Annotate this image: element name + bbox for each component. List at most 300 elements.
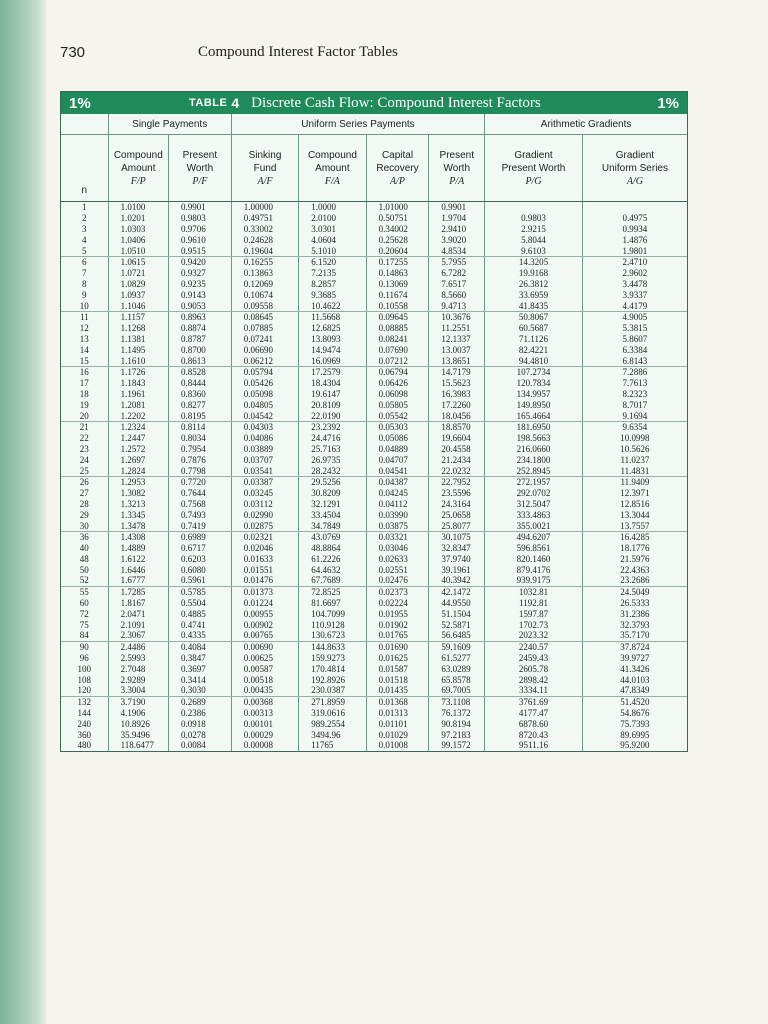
factor-cell: 19.6604 xyxy=(429,433,485,444)
factor-cell: 72.8525 xyxy=(299,586,366,597)
period-cell: 120 xyxy=(61,685,108,696)
column-header-symbol: F/A xyxy=(324,175,340,187)
factor-cell: 48.8864 xyxy=(299,543,366,554)
factor-cell: 0.01518 xyxy=(366,674,429,685)
factor-cell: 0.12069 xyxy=(231,279,298,290)
factor-cell: 2.9602 xyxy=(582,268,687,279)
factor-cell: 37.8724 xyxy=(582,641,687,652)
column-header-symbol: P/G xyxy=(525,175,542,187)
factor-cell: 25.8077 xyxy=(429,520,485,531)
factor-cell: 26.9735 xyxy=(299,454,366,465)
factor-cell: 7.7613 xyxy=(582,378,687,389)
factor-cell: 0.8700 xyxy=(169,344,232,355)
factor-cell: 33.6959 xyxy=(485,289,583,300)
table-row xyxy=(61,378,687,389)
column-header-line1: Sinking xyxy=(248,149,282,161)
column-header xyxy=(366,135,429,202)
factor-cell: 31.2386 xyxy=(582,608,687,619)
factor-cell: 2.4710 xyxy=(582,256,687,267)
factor-cell: 67.7689 xyxy=(299,575,366,586)
factor-cell: 1.0000 xyxy=(299,202,366,213)
table-row xyxy=(61,279,687,290)
factor-cell: 118.6477 xyxy=(108,740,168,751)
factor-cell: 5.7955 xyxy=(429,256,485,267)
factor-cell: 13.8093 xyxy=(299,334,366,345)
factor-cell: 7.2135 xyxy=(299,268,366,279)
period-cell: 50 xyxy=(79,564,89,575)
factor-cell: 272.1957 xyxy=(485,476,583,487)
factor-cell: 12.1337 xyxy=(429,334,485,345)
column-header-line2: Present Worth xyxy=(501,162,566,174)
factor-cell: 1.6122 xyxy=(108,554,168,565)
factor-cell: 0.9610 xyxy=(169,234,232,245)
factor-cell: 0.10674 xyxy=(231,289,298,300)
period-cell: 17 xyxy=(79,378,89,389)
factor-cell: 2.0100 xyxy=(299,213,366,224)
period-cell: 27 xyxy=(79,488,89,499)
factor-cell: 0.04112 xyxy=(366,499,429,510)
factor-cell: 0.33002 xyxy=(231,224,298,235)
table-number: 4 xyxy=(231,95,240,111)
table-row xyxy=(61,619,687,630)
factor-cell: 1.3213 xyxy=(108,499,168,510)
factor-cell: 24.3164 xyxy=(429,499,485,510)
table-row xyxy=(61,334,687,345)
factor-cell: 0.14863 xyxy=(366,268,429,279)
factor-cell: 10.3676 xyxy=(429,311,485,322)
factor-cell: 24.5049 xyxy=(582,586,687,597)
column-header-symbol: A/F xyxy=(257,175,273,187)
period-cell: 10 xyxy=(61,300,108,311)
factor-cell: 47.8349 xyxy=(582,685,687,696)
period-cell: 2 xyxy=(82,213,87,224)
factor-grid xyxy=(61,114,687,751)
factor-cell: 8.2857 xyxy=(299,279,366,290)
factor-cell: 0.9515 xyxy=(169,245,232,256)
table-row xyxy=(61,389,687,400)
factor-cell: 11.2551 xyxy=(429,323,485,334)
column-header-symbol: A/P xyxy=(390,175,405,187)
table-row xyxy=(61,531,687,542)
factor-cell: 9.6103 xyxy=(485,245,583,256)
factor-cell: 0.08885 xyxy=(366,323,429,334)
factor-cell: 89.6995 xyxy=(582,729,687,740)
factor-cell: 2605.78 xyxy=(485,663,583,674)
factor-cell: 107.2734 xyxy=(485,366,583,377)
factor-cell: 9511.16 xyxy=(485,740,583,751)
factor-cell: 0.7419 xyxy=(169,520,232,531)
factor-cell: 0.00368 xyxy=(231,696,298,707)
factor-cell: 0.9143 xyxy=(169,289,232,300)
factor-cell: 0.6717 xyxy=(169,543,232,554)
factor-cell: 0.02551 xyxy=(366,564,429,575)
factor-cell: 0.25628 xyxy=(366,234,429,245)
factor-cell: 26.3812 xyxy=(485,279,583,290)
factor-cell: 0.8195 xyxy=(169,410,232,421)
period-cell: 3 xyxy=(82,223,87,234)
factor-cell: 2240.57 xyxy=(485,641,583,652)
factor-cell: 17.2260 xyxy=(429,399,485,410)
factor-cell: 1.0510 xyxy=(108,245,168,256)
period-cell: 16 xyxy=(79,367,89,378)
table-row xyxy=(61,268,687,279)
factor-cell: 2.9410 xyxy=(429,224,485,235)
period-cell: 8 xyxy=(82,278,87,289)
factor-cell: 39.9727 xyxy=(582,653,687,664)
factor-cell: 20.8109 xyxy=(299,399,366,410)
factor-cell: 3.4478 xyxy=(582,279,687,290)
factor-cell: 0.01633 xyxy=(231,554,298,565)
period-cell: 5 xyxy=(61,245,108,256)
factor-cell: 0.9706 xyxy=(169,224,232,235)
factor-cell: 0.7798 xyxy=(169,465,232,476)
factor-cell: 9.1694 xyxy=(582,410,687,421)
factor-cell: 0.04542 xyxy=(231,410,298,421)
column-header-symbol: P/A xyxy=(449,175,465,187)
period-cell: 100 xyxy=(77,663,92,674)
table-row xyxy=(61,608,687,619)
factor-cell: 0.17255 xyxy=(366,256,429,267)
factor-cell: 0.9235 xyxy=(169,279,232,290)
factor-cell: 21.5976 xyxy=(582,554,687,565)
factor-cell: 5.8607 xyxy=(582,334,687,345)
factor-cell: 16.4285 xyxy=(582,531,687,542)
factor-cell: 0.00765 xyxy=(231,630,298,641)
factor-cell: 0.01551 xyxy=(231,564,298,575)
factor-cell: 8.5660 xyxy=(429,289,485,300)
factor-cell: 0.06212 xyxy=(231,355,298,366)
factor-cell: 16.3983 xyxy=(429,389,485,400)
factor-cell: 0.02224 xyxy=(366,598,429,609)
factor-cell: 1.2824 xyxy=(108,465,168,476)
factor-cell: 61.5277 xyxy=(429,653,485,664)
factor-cell: 1.1610 xyxy=(108,355,168,366)
factor-cell: 1.01000 xyxy=(366,202,429,213)
period-cell: 90 xyxy=(79,642,89,653)
period-cell: 29 xyxy=(79,509,89,520)
factor-cell: 1.9704 xyxy=(429,213,485,224)
table-row xyxy=(61,520,687,531)
group-header-arithmetic-gradients: Arithmetic Gradients xyxy=(485,114,687,135)
factor-cell: 355.0021 xyxy=(485,520,583,531)
factor-cell xyxy=(582,202,687,213)
factor-cell: 23.5596 xyxy=(429,488,485,499)
factor-cell: 1.9801 xyxy=(582,245,687,256)
factor-cell: 0.00955 xyxy=(231,608,298,619)
table-row xyxy=(61,499,687,510)
table-label: TABLE xyxy=(189,97,228,109)
factor-cell: 1.4876 xyxy=(582,234,687,245)
period-cell: 7 xyxy=(82,268,87,279)
factor-cell: 0.9803 xyxy=(169,213,232,224)
group-header-blank xyxy=(61,114,108,135)
factor-cell: 82.4221 xyxy=(485,344,583,355)
factor-cell: 12.6825 xyxy=(299,323,366,334)
period-cell: 13 xyxy=(79,333,89,344)
table-row xyxy=(61,674,687,685)
column-header xyxy=(108,135,168,202)
table-row xyxy=(61,444,687,455)
table-row xyxy=(61,543,687,554)
factor-cell: 42.1472 xyxy=(429,586,485,597)
factor-cell: 13.8651 xyxy=(429,355,485,366)
factor-cell: 0.2689 xyxy=(169,696,232,707)
factor-cell: 23.2392 xyxy=(299,421,366,432)
factor-cell: 0.01313 xyxy=(366,708,429,719)
table-row xyxy=(61,224,687,235)
factor-cell: 0.00008 xyxy=(231,740,298,751)
factor-cell: 13.0037 xyxy=(429,344,485,355)
factor-cell: 5.3815 xyxy=(582,323,687,334)
factor-cell: 0.00625 xyxy=(231,653,298,664)
factor-cell: 1.7285 xyxy=(108,586,168,597)
factor-cell: 0.7876 xyxy=(169,454,232,465)
factor-cell: 0.04541 xyxy=(366,465,429,476)
factor-cell: 0.03046 xyxy=(366,543,429,554)
factor-cell: 1.0100 xyxy=(108,202,168,213)
factor-cell: 0.6203 xyxy=(169,554,232,565)
period-cell: 108 xyxy=(77,674,92,685)
column-header-line1: Present xyxy=(439,149,475,161)
factor-cell: 0.4741 xyxy=(169,619,232,630)
factor-cell: 1.2202 xyxy=(108,410,168,421)
factor-cell: 6878.60 xyxy=(485,718,583,729)
factor-cell: 0.06426 xyxy=(366,378,429,389)
factor-cell: 0.9327 xyxy=(169,268,232,279)
factor-cell: 1.1157 xyxy=(108,311,168,322)
factor-cell: 0.0918 xyxy=(169,718,232,729)
factor-cell: 2.0471 xyxy=(108,608,168,619)
factor-cell: 1.0303 xyxy=(108,224,168,235)
factor-cell: 25.0658 xyxy=(429,509,485,520)
table-row xyxy=(61,344,687,355)
factor-cell: 0.8874 xyxy=(169,323,232,334)
factor-cell: 0.8528 xyxy=(169,366,232,377)
table-body xyxy=(61,202,687,751)
factor-cell: 0.9053 xyxy=(169,300,232,311)
factor-cell: 0.34002 xyxy=(366,224,429,235)
factor-cell: 0.08241 xyxy=(366,334,429,345)
factor-cell: 1.1726 xyxy=(108,366,168,377)
table-row xyxy=(61,564,687,575)
factor-cell: 0.8360 xyxy=(169,389,232,400)
factor-cell: 1.3082 xyxy=(108,488,168,499)
factor-cell: 22.0232 xyxy=(429,465,485,476)
factor-cell: 59.1609 xyxy=(429,641,485,652)
period-cell: 11 xyxy=(79,312,89,323)
factor-cell: 1.1495 xyxy=(108,344,168,355)
factor-cell: 1.0201 xyxy=(108,213,168,224)
page-number: 730 xyxy=(60,44,86,61)
column-header-line2: Amount xyxy=(315,162,350,174)
column-header-line1: Capital xyxy=(381,149,414,161)
factor-cell: 11765 xyxy=(299,740,366,751)
period-cell: 52 xyxy=(61,575,108,586)
factor-cell: 0.7720 xyxy=(169,476,232,487)
factor-cell: 11.5668 xyxy=(299,311,366,322)
table-row xyxy=(61,740,687,751)
factor-cell: 4.0604 xyxy=(299,234,366,245)
factor-cell: 0.07212 xyxy=(366,355,429,366)
factor-cell: 0.01029 xyxy=(366,729,429,740)
factor-cell: 6.7282 xyxy=(429,268,485,279)
factor-cell: 170.4814 xyxy=(299,663,366,674)
factor-cell: 0.13069 xyxy=(366,279,429,290)
factor-cell: 0.3414 xyxy=(169,674,232,685)
factor-cell: 28.2432 xyxy=(299,465,366,476)
factor-cell: 0.4885 xyxy=(169,608,232,619)
factor-cell: 97.2183 xyxy=(429,729,485,740)
factor-cell: 0.05805 xyxy=(366,399,429,410)
factor-cell: 65.8578 xyxy=(429,674,485,685)
table-row xyxy=(61,718,687,729)
factor-cell: 110.9128 xyxy=(299,619,366,630)
factor-cell: 159.9273 xyxy=(299,653,366,664)
factor-cell: 13.7557 xyxy=(582,520,687,531)
table-row xyxy=(61,311,687,322)
period-cell: 25 xyxy=(61,465,108,476)
factor-cell: 0.09558 xyxy=(231,300,298,311)
factor-cell: 63.0289 xyxy=(429,663,485,674)
group-header-single-payments: Single Payments xyxy=(108,114,231,135)
column-header-line2: Amount xyxy=(121,162,156,174)
factor-cell: 1702.73 xyxy=(485,619,583,630)
factor-cell: 41.8435 xyxy=(485,300,583,311)
factor-cell: 0.3847 xyxy=(169,653,232,664)
factor-cell: 1.4308 xyxy=(108,531,168,542)
factor-cell: 0.02476 xyxy=(366,575,429,586)
factor-cell: 25.7163 xyxy=(299,444,366,455)
period-cell: 18 xyxy=(79,388,89,399)
factor-cell: 939.9175 xyxy=(485,575,583,586)
factor-cell: 76.1372 xyxy=(429,708,485,719)
factor-cell: 11.9409 xyxy=(582,476,687,487)
column-header-line2: Fund xyxy=(253,162,277,174)
factor-cell: 0.06794 xyxy=(366,366,429,377)
factor-cell: 2.5993 xyxy=(108,653,168,664)
factor-cell: 1.4889 xyxy=(108,543,168,554)
factor-cell: 71.1126 xyxy=(485,334,583,345)
factor-cell: 7.2886 xyxy=(582,366,687,377)
factor-cell: 11.0237 xyxy=(582,454,687,465)
column-header-line2: Worth xyxy=(443,162,471,174)
factor-cell: 2.9289 xyxy=(108,674,168,685)
factor-cell: 319.0616 xyxy=(299,708,366,719)
factor-cell: 40.3942 xyxy=(429,575,485,586)
factor-cell: 1.00000 xyxy=(231,202,298,213)
period-cell: 6 xyxy=(82,257,87,268)
factor-cell: 0.8034 xyxy=(169,433,232,444)
table-row xyxy=(61,289,687,300)
factor-cell: 0.50751 xyxy=(366,213,429,224)
factor-cell: 9.3685 xyxy=(299,289,366,300)
factor-cell: 56.6485 xyxy=(429,630,485,641)
table-row xyxy=(61,708,687,719)
factor-cell: 0.03321 xyxy=(366,531,429,542)
factor-cell: 3494.96 xyxy=(299,729,366,740)
factor-cell: 0.24628 xyxy=(231,234,298,245)
factor-cell: 0.04387 xyxy=(366,476,429,487)
factor-cell: 0.00902 xyxy=(231,619,298,630)
factor-cell: 216.0660 xyxy=(485,444,583,455)
factor-cell: 29.5256 xyxy=(299,476,366,487)
table-row xyxy=(61,421,687,432)
factor-cell: 1.3345 xyxy=(108,509,168,520)
factor-cell: 4.8534 xyxy=(429,245,485,256)
factor-cell: 0.00313 xyxy=(231,708,298,719)
period-cell: 40 xyxy=(79,543,89,554)
factor-cell: 10.5626 xyxy=(582,444,687,455)
factor-cell: 1.0721 xyxy=(108,268,168,279)
factor-cell: 0.3030 xyxy=(169,685,232,696)
factor-cell: 0.6989 xyxy=(169,531,232,542)
table-row xyxy=(61,433,687,444)
column-header-symbol: A/G xyxy=(626,175,643,187)
table-row xyxy=(61,653,687,664)
column-header xyxy=(231,135,298,202)
table-row xyxy=(61,509,687,520)
factor-cell: 1.2572 xyxy=(108,444,168,455)
factor-table xyxy=(60,91,688,752)
factor-cell: 6.3384 xyxy=(582,344,687,355)
factor-cell: 494.6207 xyxy=(485,531,583,542)
factor-cell: 0.00101 xyxy=(231,718,298,729)
factor-cell: 99.1572 xyxy=(429,740,485,751)
factor-cell: 16.0969 xyxy=(299,355,366,366)
factor-cell: 0.01368 xyxy=(366,696,429,707)
factor-cell: 144.8633 xyxy=(299,641,366,652)
factor-cell: 15.5623 xyxy=(429,378,485,389)
table-row xyxy=(61,696,687,707)
factor-cell: 0.07690 xyxy=(366,344,429,355)
factor-cell: 0.01955 xyxy=(366,608,429,619)
factor-cell: 4.1906 xyxy=(108,708,168,719)
factor-cell: 0.04303 xyxy=(231,421,298,432)
column-header-symbol: n xyxy=(81,185,88,196)
table-row xyxy=(61,355,687,366)
factor-cell: 0.04889 xyxy=(366,444,429,455)
factor-cell: 1032.81 xyxy=(485,586,583,597)
factor-cell: 0.02875 xyxy=(231,520,298,531)
factor-cell: 9.4713 xyxy=(429,300,485,311)
factor-cell: 2898.42 xyxy=(485,674,583,685)
period-cell: 480 xyxy=(77,740,92,751)
table-banner xyxy=(61,92,687,114)
period-cell: 15 xyxy=(61,355,108,366)
running-head: Compound Interest Factor Tables xyxy=(198,44,398,60)
factor-cell: 22.0190 xyxy=(299,410,366,421)
factor-cell: 0.00518 xyxy=(231,674,298,685)
factor-cell: 61.2226 xyxy=(299,554,366,565)
table-row xyxy=(61,300,687,311)
factor-cell: 37.9740 xyxy=(429,554,485,565)
column-header xyxy=(582,135,687,202)
factor-cell: 0.8613 xyxy=(169,355,232,366)
factor-cell: 0.9803 xyxy=(485,213,583,224)
factor-cell: 0.03387 xyxy=(231,476,298,487)
factor-cell: 3.0301 xyxy=(299,224,366,235)
table-row xyxy=(61,213,687,224)
column-header-symbol: P/F xyxy=(192,175,208,187)
factor-cell: 0.07241 xyxy=(231,334,298,345)
factor-cell: 0.00690 xyxy=(231,641,298,652)
period-cell: 72 xyxy=(79,608,89,619)
factor-cell: 0.16255 xyxy=(231,256,298,267)
factor-cell: 333.4863 xyxy=(485,509,583,520)
column-header xyxy=(485,135,583,202)
factor-cell: 2.1091 xyxy=(108,619,168,630)
factor-cell: 5.1010 xyxy=(299,245,366,256)
